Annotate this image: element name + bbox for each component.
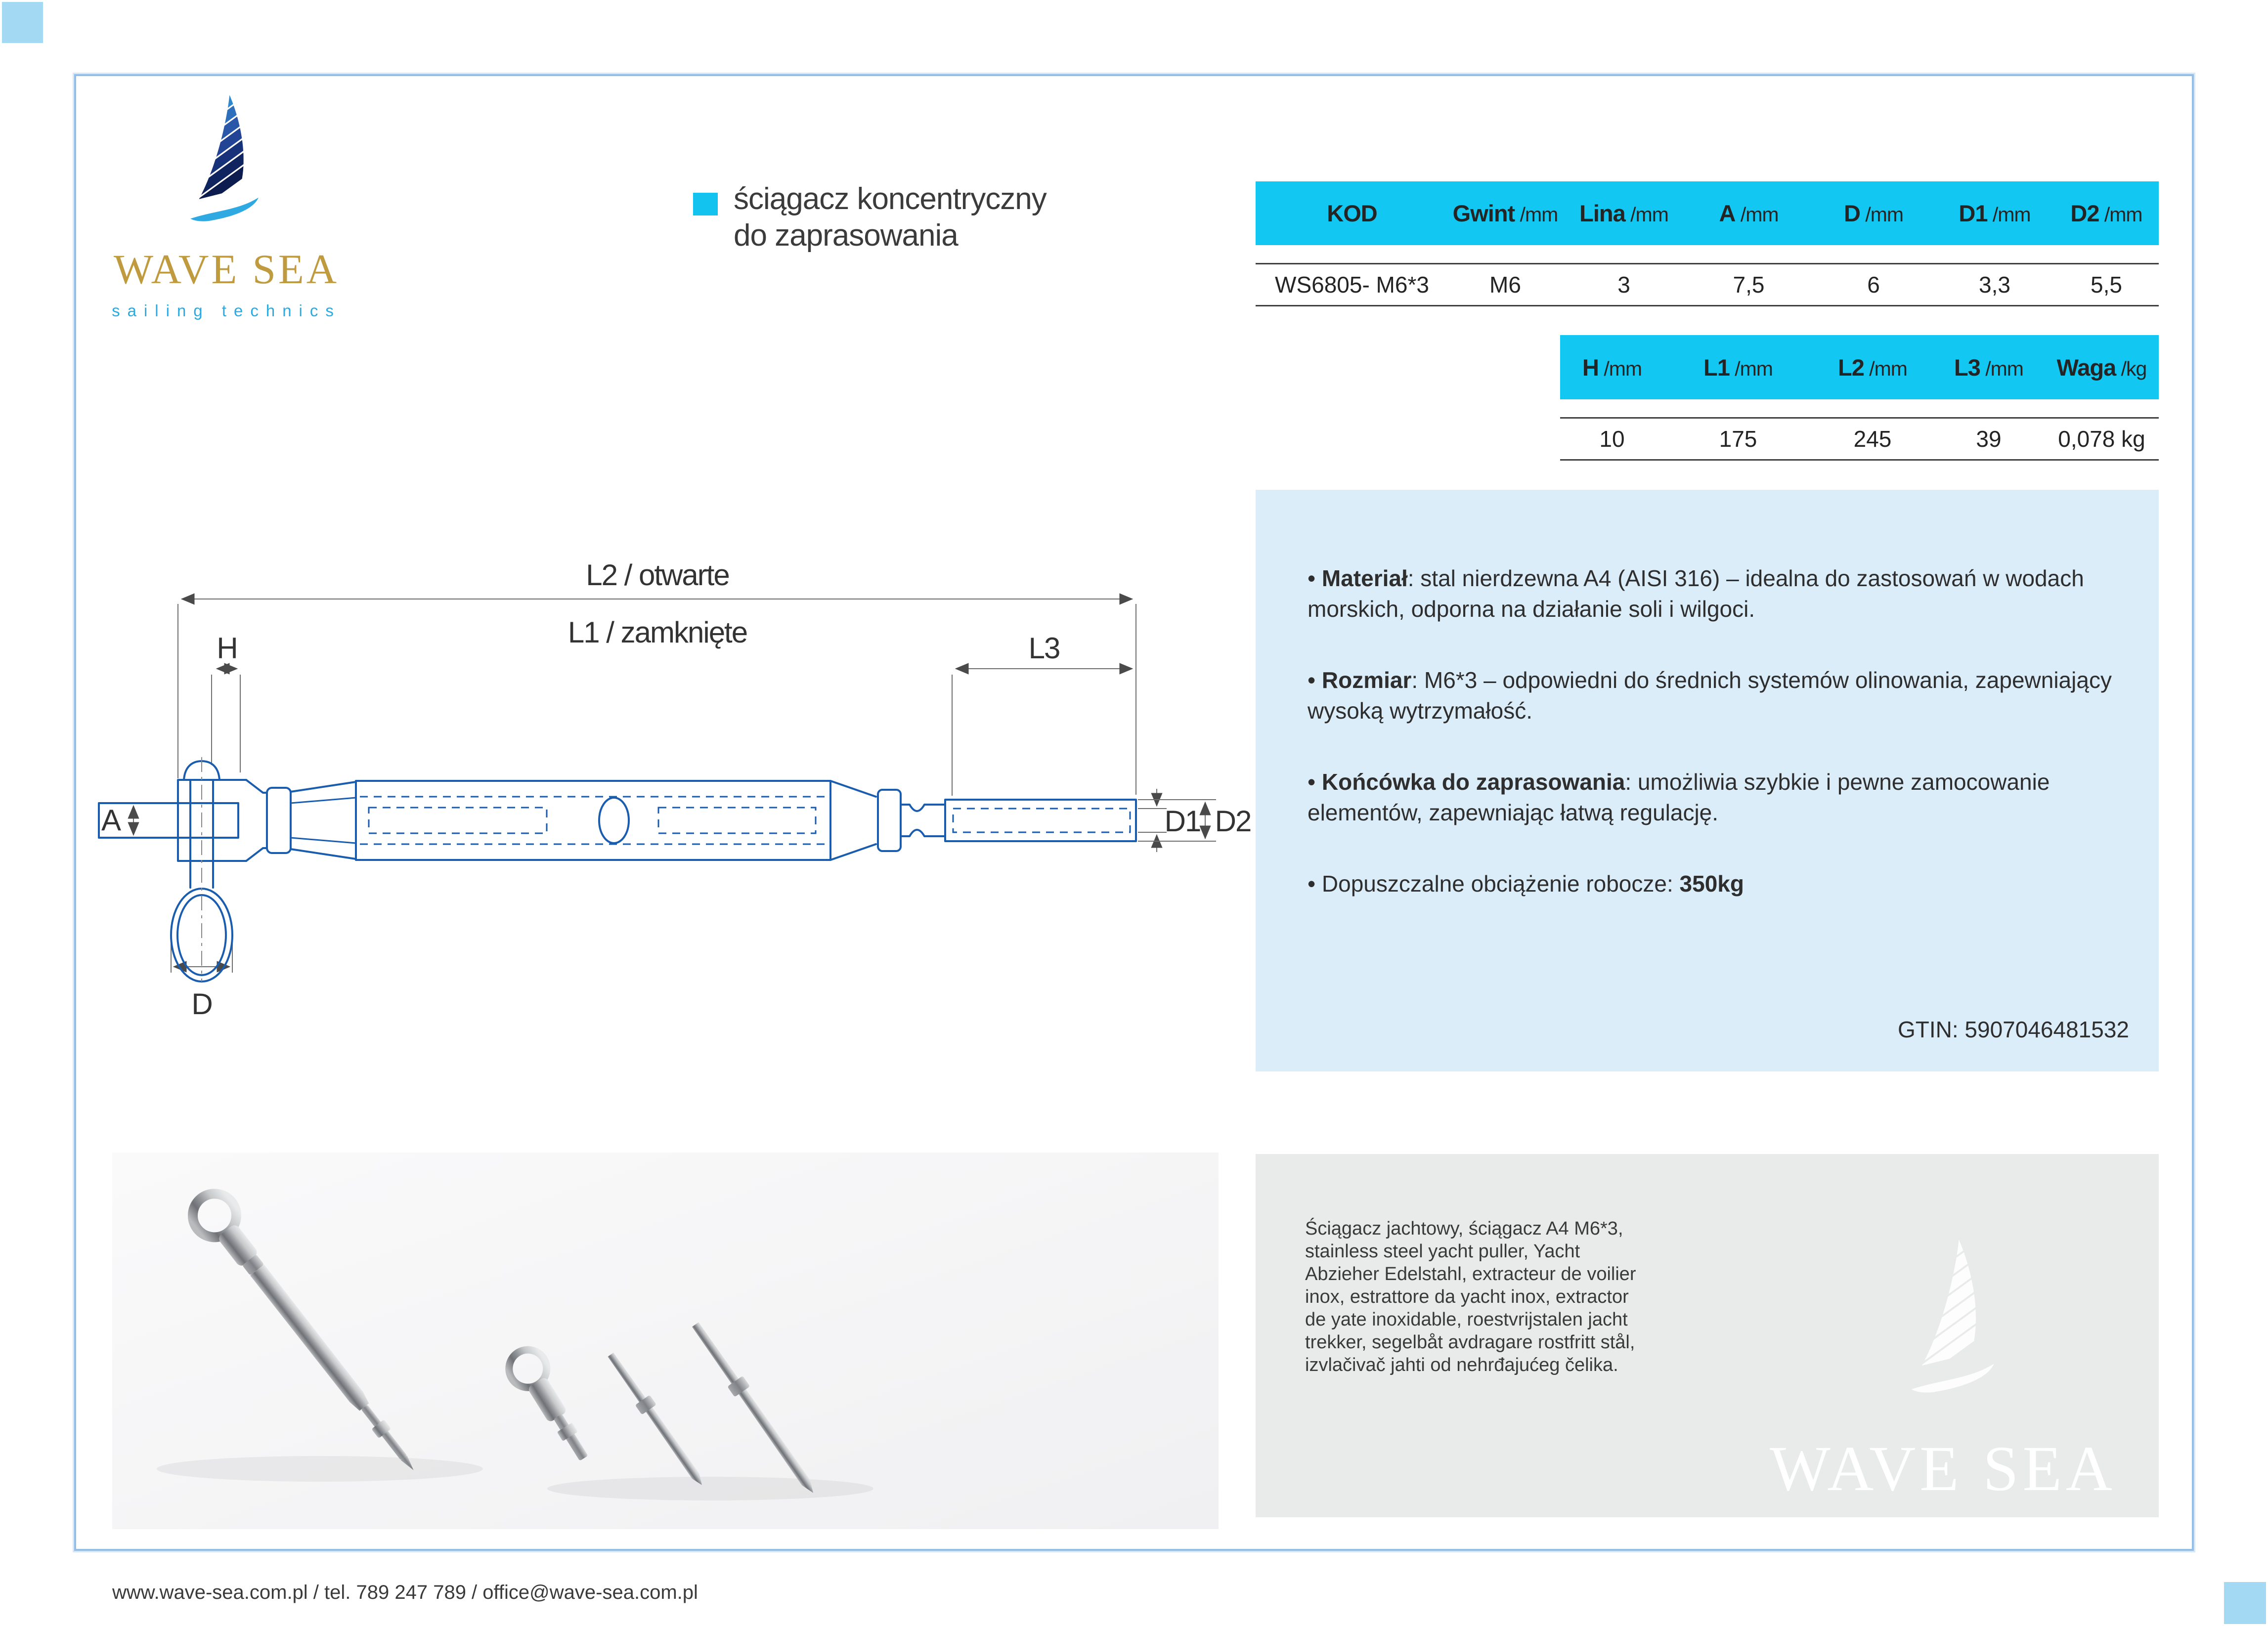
feature-koncowka: • Końcówka do zaprasowania: umożliwia szybkie i pewne zamocowanie elementów, zapewniając łatwą regulację. xyxy=(1308,769,2050,825)
product-title-line2: do zaprasowania xyxy=(734,218,958,253)
feature-list xyxy=(1308,563,2128,940)
table1-cell-d: 6 xyxy=(1867,272,1880,298)
table1-col-a: A /mm xyxy=(1719,200,1779,226)
footer-contact: www.wave-sea.com.pl / tel. 789 247 789 / office@wave-sea.com.pl xyxy=(112,1582,698,1603)
table2-col-h: H /mm xyxy=(1582,354,1642,381)
table2-col-l2: L2 /mm xyxy=(1838,354,1907,381)
dim-label-d2: D2 xyxy=(1215,805,1251,838)
product-title xyxy=(693,181,1047,254)
title-bullet-icon xyxy=(693,193,718,215)
technical-drawing xyxy=(89,534,1251,1053)
table1-col-d: D /mm xyxy=(1843,200,1904,226)
table1-col-d2: D2 /mm xyxy=(2070,200,2142,226)
logo-name: WAVE SEA xyxy=(113,246,340,293)
product-title-line1: ściągacz koncentryczny xyxy=(734,182,1047,216)
features-box xyxy=(1256,490,2159,1071)
dim-label-h: H xyxy=(217,632,237,665)
table1-cell-gwint: M6 xyxy=(1489,272,1521,298)
table1-cell-a: 7,5 xyxy=(1733,272,1765,298)
table1-col-lina: Lina /mm xyxy=(1579,200,1668,226)
corner-accent-bottom-right xyxy=(2224,1582,2266,1624)
spec-table2-row xyxy=(1560,417,2159,461)
gtin-code: GTIN: 5907046481532 xyxy=(1897,1017,2129,1042)
table1-col-kod: KOD xyxy=(1327,200,1377,226)
sail-logo-icon xyxy=(179,84,273,242)
spec-table1-row xyxy=(1256,263,2159,306)
feature-rozmiar: • Rozmiar: M6*3 – odpowiedni do średnich systemów olinowania, zapewniający wysoką wytrzymałość. xyxy=(1308,667,2112,724)
logo-tagline: sailing technics xyxy=(112,301,341,320)
corner-accent-top-left xyxy=(2,2,43,43)
multilingual-description: Ściągacz jachtowy, ściągacz A4 M6*3, stainless steel yacht puller, Yacht Abzieher Edelstahl, extracteur de voilier inox, estrattore da yacht inox, extractor de yate inoxidable, roestvrijstalen jacht trekker, segelbåt avdragare rostfritt stål, izvlačivač jahti od nehrđajućeg čelika. xyxy=(1305,1218,1636,1375)
dim-label-d1: D1 xyxy=(1164,805,1201,838)
table2-cell-h: 10 xyxy=(1599,426,1625,452)
table2-cell-l3: 39 xyxy=(1976,426,2002,452)
table1-cell-d1: 3,3 xyxy=(1979,272,2010,298)
table2-cell-waga: 0,078 kg xyxy=(2058,426,2145,452)
table2-cell-l1: 175 xyxy=(1719,426,1757,452)
dim-label-a: A xyxy=(101,804,121,837)
watermark-sail-icon xyxy=(1898,1213,2012,1431)
table2-cell-l2: 245 xyxy=(1853,426,1892,452)
table2-col-l1: L1 /mm xyxy=(1703,354,1773,381)
product-photo xyxy=(112,1153,1219,1529)
feature-obciazenie: • Dopuszczalne obciążenie robocze: 350kg xyxy=(1308,871,1744,897)
feature-material: • Materiał: stal nierdzewna A4 (AISI 316) – idealna do zastosowań w wodach morskich, odporna na działanie soli i wilgoci. xyxy=(1308,565,2084,622)
watermark-text: WAVE SEA xyxy=(1770,1433,2116,1504)
dim-label-l2: L2 / otwarte xyxy=(586,558,729,592)
table1-col-d1: D1 /mm xyxy=(1959,200,2031,226)
table2-col-waga: Waga /kg xyxy=(2056,354,2147,381)
description-box xyxy=(1256,1154,2159,1517)
spec-table2-header xyxy=(1560,335,2159,399)
spec-table1-header xyxy=(1256,181,2159,245)
table1-cell-lina: 3 xyxy=(1617,272,1630,298)
dim-label-l3: L3 xyxy=(1028,632,1060,665)
brand-logo xyxy=(108,84,345,320)
table1-cell-kod: WS6805- M6*3 xyxy=(1275,272,1429,298)
table2-col-l3: L3 /mm xyxy=(1954,354,2023,381)
table1-cell-d2: 5,5 xyxy=(2091,272,2122,298)
table1-col-gwint: Gwint /mm xyxy=(1452,200,1558,226)
dim-label-l1: L1 / zamknięte xyxy=(567,616,747,649)
dim-label-d: D xyxy=(191,987,212,1021)
